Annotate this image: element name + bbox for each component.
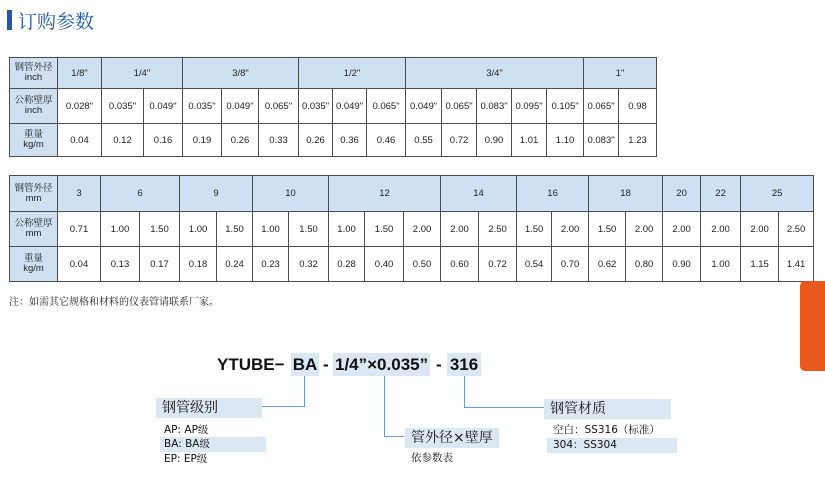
weight-cell: 0.40 xyxy=(365,247,404,282)
size-cell: 14 xyxy=(441,176,517,212)
size-label: 管外径×壁厚 xyxy=(405,428,499,448)
weight-cell: 0.13 xyxy=(101,247,140,282)
grade-option: EP: EP级 xyxy=(164,453,208,465)
model-dash: - xyxy=(436,355,442,374)
size-cell: 12 xyxy=(329,176,441,212)
contact-note: 注：如需其它规格和材料的仪表管请联系厂家。 xyxy=(9,297,219,308)
wall-cell: 0.105" xyxy=(547,89,584,124)
wall-cell: 0.083" xyxy=(477,89,512,124)
wall-cell: 1.50 xyxy=(589,212,626,247)
wall-cell: 1.00 xyxy=(329,212,365,247)
weight-cell: 1.23 xyxy=(619,124,657,157)
wall-cell: 0.095" xyxy=(512,89,547,124)
wall-cell: 1.50 xyxy=(517,212,552,247)
material-connector-vertical xyxy=(464,376,465,408)
wall-cell: 2.00 xyxy=(741,212,779,247)
weight-cell: 0.04 xyxy=(58,124,102,157)
wall-cell: 1.50 xyxy=(365,212,404,247)
wall-cell: 0.028" xyxy=(58,89,102,124)
wall-cell: 0.065" xyxy=(584,89,619,124)
wall-cell: 0.065" xyxy=(367,89,406,124)
wall-cell: 1.50 xyxy=(140,212,180,247)
size-cell: 1/2" xyxy=(299,58,406,89)
weight-cell: 0.19 xyxy=(183,124,222,157)
size-sublabel: 依参数表 xyxy=(411,452,453,464)
wall-cell: 1.50 xyxy=(289,212,329,247)
row-head-weight: 重量 kg/m xyxy=(10,247,58,282)
weight-cell: 0.90 xyxy=(663,247,701,282)
size-cell: 22 xyxy=(701,176,741,212)
row-head-wall-mm: 公称壁厚 mm xyxy=(10,212,58,247)
row-head-weight: 重量 kg/m xyxy=(10,124,58,157)
size-cell: 18 xyxy=(589,176,663,212)
section-title: 订购参数 xyxy=(18,11,95,33)
weight-cell: 0.46 xyxy=(367,124,406,157)
weight-cell: 0.72 xyxy=(442,124,477,157)
weight-cell: 0.17 xyxy=(140,247,180,282)
grade-option: AP: AP级 xyxy=(164,424,209,436)
wall-cell: 0.049" xyxy=(144,89,183,124)
weight-cell: 0.32 xyxy=(289,247,329,282)
row-head-od-mm: 钢管外径 mm xyxy=(10,176,58,212)
material-connector-horizontal xyxy=(464,407,544,408)
size-cell: 16 xyxy=(517,176,589,212)
weight-cell: 0.04 xyxy=(58,247,101,282)
wall-cell: 0.035" xyxy=(183,89,222,124)
model-size: 1/4”×0.035” xyxy=(335,355,429,374)
weight-cell: 1.41 xyxy=(779,247,814,282)
weight-cell: 1.15 xyxy=(741,247,779,282)
size-cell: 3/8" xyxy=(183,58,299,89)
wall-cell: 0.035" xyxy=(299,89,333,124)
grade-option: BA: BA级 xyxy=(160,437,266,452)
wall-cell: 0.065" xyxy=(259,89,299,124)
weight-cell: 1.00 xyxy=(701,247,741,282)
wall-cell: 2.00 xyxy=(441,212,479,247)
weight-cell: 0.90 xyxy=(477,124,512,157)
weight-cell: 0.54 xyxy=(517,247,552,282)
wall-cell: 0.065" xyxy=(442,89,477,124)
title-accent-bar xyxy=(7,10,12,30)
weight-cell: 0.36 xyxy=(333,124,367,157)
grade-label: 钢管级别 xyxy=(156,398,262,418)
material-label: 钢管材质 xyxy=(544,399,671,419)
weight-cell: 0.80 xyxy=(626,247,663,282)
material-option: 304：SS304 xyxy=(547,438,677,453)
model-dash: - xyxy=(323,355,329,374)
wall-cell: 2.50 xyxy=(779,212,814,247)
wall-cell: 0.049" xyxy=(406,89,442,124)
weight-cell: 1.01 xyxy=(512,124,547,157)
wall-cell: 1.00 xyxy=(101,212,140,247)
weight-cell: 0.18 xyxy=(180,247,217,282)
wall-cell: 0.035" xyxy=(102,89,144,124)
weight-cell: 0.23 xyxy=(253,247,289,282)
size-cell: 1/4" xyxy=(102,58,183,89)
wall-cell: 1.00 xyxy=(253,212,289,247)
wall-cell: 0.98 xyxy=(619,89,657,124)
material-option: 空白：SS316（标准） xyxy=(553,424,660,436)
wall-cell: 0.049" xyxy=(333,89,367,124)
weight-cell: 0.70 xyxy=(552,247,589,282)
size-cell: 3 xyxy=(58,176,101,212)
weight-cell: 0.24 xyxy=(217,247,253,282)
weight-cell: 0.33 xyxy=(259,124,299,157)
size-cell: 10 xyxy=(253,176,329,212)
size-cell: 1/8" xyxy=(58,58,102,89)
wall-cell: 1.00 xyxy=(180,212,217,247)
weight-cell: 0.16 xyxy=(144,124,183,157)
size-cell: 20 xyxy=(663,176,701,212)
size-connector-vertical xyxy=(384,376,385,437)
size-cell: 25 xyxy=(741,176,814,212)
model-grade: BA xyxy=(292,355,318,374)
weight-cell: 0.50 xyxy=(404,247,441,282)
size-connector-horizontal xyxy=(384,436,404,437)
wall-cell: 2.00 xyxy=(404,212,441,247)
mm-spec-table xyxy=(9,175,814,282)
side-tab[interactable] xyxy=(800,281,825,371)
weight-cell: 0.26 xyxy=(222,124,259,157)
size-cell: 9 xyxy=(180,176,253,212)
wall-cell: 0.049" xyxy=(222,89,259,124)
row-head-wall-inch: 公称壁厚 inch xyxy=(10,89,58,124)
weight-cell: 0.26 xyxy=(299,124,333,157)
weight-cell: 0.62 xyxy=(589,247,626,282)
weight-cell: 0.083" xyxy=(584,124,619,157)
size-cell: 1" xyxy=(584,58,657,89)
weight-cell: 0.12 xyxy=(102,124,144,157)
weight-cell: 0.60 xyxy=(441,247,479,282)
wall-cell: 2.00 xyxy=(626,212,663,247)
wall-cell: 2.00 xyxy=(701,212,741,247)
size-cell: 6 xyxy=(101,176,180,212)
weight-cell: 1.10 xyxy=(547,124,584,157)
weight-cell: 0.55 xyxy=(406,124,442,157)
grade-connector-horizontal xyxy=(262,406,305,407)
model-material: 316 xyxy=(447,353,481,376)
weight-cell: 0.72 xyxy=(479,247,517,282)
model-prefix: YTUBE− xyxy=(217,355,285,374)
weight-cell: 0.28 xyxy=(329,247,365,282)
wall-cell: 0.71 xyxy=(58,212,101,247)
row-head-od-inch: 钢管外径 inch xyxy=(10,58,58,89)
wall-cell: 2.00 xyxy=(552,212,589,247)
size-cell: 3/4" xyxy=(406,58,584,89)
inch-spec-table xyxy=(9,57,657,157)
grade-connector-vertical xyxy=(304,376,305,407)
wall-cell: 1.50 xyxy=(217,212,253,247)
wall-cell: 2.00 xyxy=(663,212,701,247)
wall-cell: 2.50 xyxy=(479,212,517,247)
